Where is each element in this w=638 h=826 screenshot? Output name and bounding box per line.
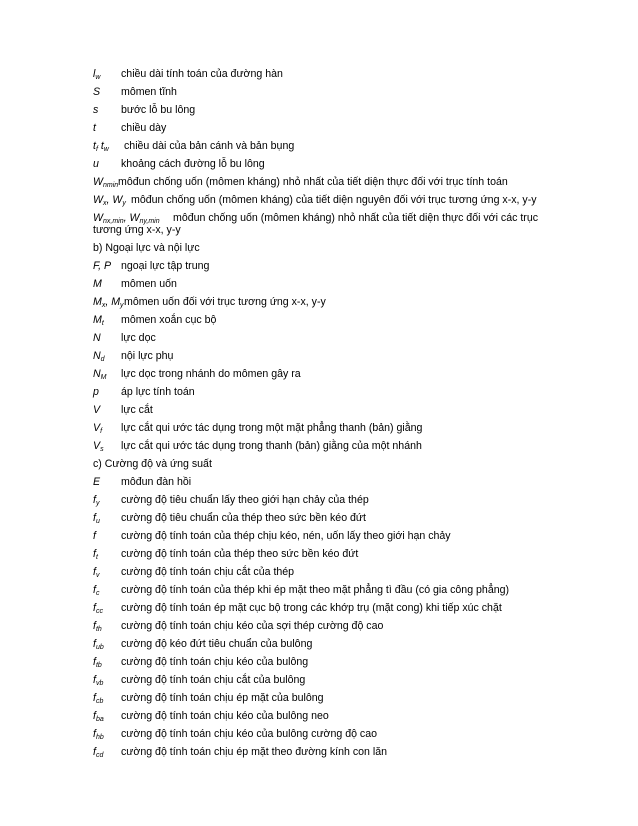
- symbol-subscript: x: [101, 302, 106, 309]
- symbol-subscript: ub: [95, 644, 104, 651]
- definition: cường độ tính toán ép mặt cục bộ trong các khớp trụ (mặt cong) khi tiếp xúc chặt: [121, 602, 502, 614]
- definition: lực dọc: [121, 332, 156, 344]
- symbol-subscript: d: [100, 356, 105, 363]
- definition: chiều dài của bản cánh và bản bụng: [124, 140, 295, 152]
- symbol: $N_M$: [93, 368, 107, 381]
- symbol: E: [93, 476, 101, 488]
- symbol-subscript: hb: [95, 734, 104, 741]
- definition: cường độ tính toán của thép chịu kéo, nén, uốn lấy theo giới hạn chảy: [121, 530, 451, 542]
- symbol: N: [93, 332, 101, 344]
- symbol: $f_{th}$: [93, 620, 102, 633]
- symbol: $V_s$: [93, 440, 104, 453]
- definition: môđun chống uốn (mômen kháng) của tiết diện nguyên đối với trục tương ứng x-x, y-y: [131, 194, 537, 206]
- symbol-subscript: th: [95, 626, 102, 633]
- definition: ngoại lực tập trung: [121, 260, 210, 272]
- definition: áp lực tính toán: [121, 386, 195, 398]
- symbol-subscript: y: [122, 200, 126, 207]
- symbol: $f_{cc}$: [93, 602, 103, 615]
- symbol: f: [93, 530, 96, 542]
- section-heading-c: c) Cường độ và ứng suất: [93, 458, 212, 470]
- symbol-subscript: y: [120, 302, 124, 309]
- section-heading-b: b) Ngoại lực và nội lực: [93, 242, 200, 254]
- symbol: $f_y$: [93, 494, 100, 507]
- symbol: u: [93, 158, 99, 170]
- definition: cường độ tính toán chịu kéo của sợi thép cường độ cao: [121, 620, 384, 632]
- symbol: $f_{ba}$: [93, 710, 104, 723]
- symbol: $f_u$: [93, 512, 100, 525]
- definition: cường độ tính toán chịu kéo của bulông: [121, 656, 309, 668]
- symbol-subscript: ny,min: [139, 218, 160, 225]
- definition: lực cắt: [121, 404, 153, 416]
- symbol-subscript: cb: [95, 698, 104, 705]
- symbol: $f_c$: [93, 584, 100, 597]
- definition: mômen uốn: [121, 278, 177, 290]
- symbol: $V_f$: [93, 422, 103, 435]
- definition: cường độ tính toán của thép khi ép mặt theo mặt phẳng tì đầu (có gia công phẳng): [121, 584, 510, 596]
- symbol-subscript: M: [100, 374, 107, 381]
- symbol: $f_{hb}$: [93, 728, 104, 741]
- definition: mômen xoắn cục bộ: [121, 314, 217, 326]
- definition: cường độ tính toán chịu kéo của bulông neo: [121, 710, 329, 722]
- symbol: $t_f$ $t_w$: [93, 140, 109, 153]
- definition: chiều dài tính toán của đường hàn: [121, 68, 283, 80]
- definition: lực cắt qui ước tác dụng trong thanh (bản) giằng của một nhánh: [121, 440, 422, 452]
- symbol-subscript: w: [95, 74, 101, 81]
- definition: cường độ tính toán của thép theo sức bền kéo đứt: [121, 548, 359, 560]
- symbol: $f_{tb}$: [93, 656, 102, 669]
- symbol: $f_{ub}$: [93, 638, 104, 651]
- definition: bước lỗ bu lông: [121, 104, 196, 116]
- symbol: p: [93, 386, 99, 398]
- definition: cường độ tính toán chịu ép mặt theo đường kính con lăn: [121, 746, 388, 758]
- definition: cường độ tính toán chịu cắt của bulông: [121, 674, 306, 686]
- definition: cường độ kéo đứt tiêu chuẩn của bulông: [121, 638, 313, 650]
- symbol: $f_t$: [93, 548, 98, 561]
- symbol: s: [93, 104, 99, 116]
- definition: nội lực phụ: [121, 350, 174, 362]
- symbol-subscript: tb: [95, 662, 102, 669]
- symbol: S: [93, 86, 101, 98]
- definition: cường độ tính toán chịu cắt của thép: [121, 566, 295, 578]
- symbol-subscript: v: [95, 572, 100, 579]
- symbol-subscript: nmin: [103, 182, 119, 189]
- definition: cường độ tiêu chuẩn của thép theo sức bền kéo đứt: [121, 512, 366, 524]
- symbol: $f_{cd}$: [93, 746, 104, 759]
- symbol: $W_x$, $W_y$: [93, 194, 126, 207]
- symbol: V: [93, 404, 101, 416]
- symbol: $M_t$: [93, 314, 104, 327]
- definition: cường độ tiêu chuẩn lấy theo giới hạn chảy của thép: [121, 494, 369, 506]
- definition: mômen uốn đối với trục tương ứng x-x, y-y: [124, 296, 326, 308]
- symbol-subscript: c: [95, 590, 100, 597]
- symbol: t: [93, 122, 96, 134]
- definition: khoảng cách đường lỗ bu lông: [121, 158, 265, 170]
- symbol-subscript: f: [95, 146, 98, 153]
- symbol: $f_v$: [93, 566, 100, 579]
- symbol: $l_w$: [93, 68, 101, 81]
- symbol-subscript: x: [103, 200, 107, 207]
- symbol: M: [93, 278, 102, 290]
- definition: mômen tĩnh: [121, 86, 177, 98]
- definition: môđun chống uốn (mômen kháng) nhỏ nhất của tiết diện thực đối với các trục: [173, 212, 539, 224]
- symbol: $W_{nx,min}$, $W_{ny,min}$: [93, 212, 160, 225]
- definition: cường độ tính toán chịu kéo của bulông cường độ cao: [121, 728, 378, 740]
- definition: lực cắt qui ước tác dụng trong một mặt phẳng thanh (bản) giằng: [121, 422, 423, 434]
- symbol-subscript: cd: [95, 752, 104, 759]
- symbol-subscript: w: [103, 146, 109, 153]
- symbol-subscript: y: [95, 500, 100, 507]
- symbol: $M_x$, $M_y$: [93, 296, 124, 309]
- definition: môđun chống uốn (mômen kháng) nhỏ nhất của tiết diện thực đối với trục tính toán: [118, 176, 508, 188]
- definition: cường độ tính toán chịu ép mặt của bulông: [121, 692, 324, 704]
- definition-continuation: tương ứng x-x, y-y: [93, 224, 181, 236]
- definition: chiều dày: [121, 122, 167, 134]
- symbol-subscript: nx,min: [103, 218, 124, 225]
- definition: lực dọc trong nhánh do mômen gây ra: [121, 368, 301, 380]
- symbol-subscript: s: [100, 446, 104, 453]
- symbol-subscript: f: [100, 428, 103, 435]
- symbol-subscript: t: [101, 320, 104, 327]
- symbol-subscript: vb: [95, 680, 104, 687]
- symbol-subscript: t: [95, 554, 98, 561]
- symbol: $f_{vb}$: [93, 674, 104, 687]
- definition: môđun đàn hồi: [121, 476, 192, 488]
- symbol: F, P: [93, 260, 112, 272]
- symbol: $N_d$: [93, 350, 105, 363]
- symbol-subscript: ba: [95, 716, 104, 723]
- symbol: $W_{nmin}$: [93, 176, 119, 189]
- symbol-subscript: u: [95, 518, 100, 525]
- symbol: $f_{cb}$: [93, 692, 104, 705]
- symbol-subscript: cc: [95, 608, 103, 615]
